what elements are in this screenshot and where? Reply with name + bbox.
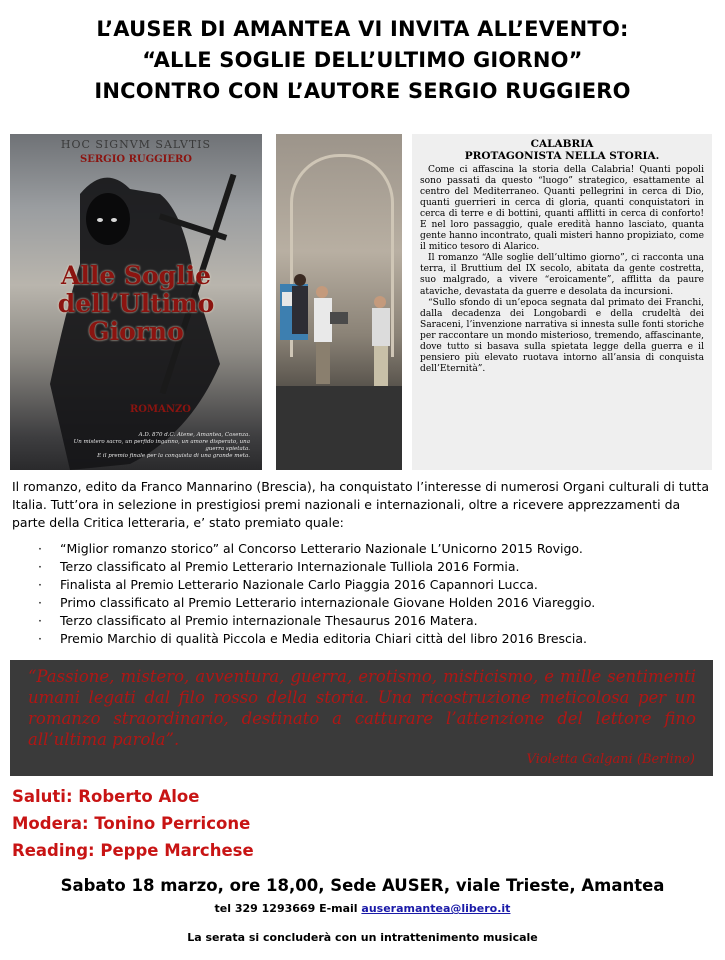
contact-phone: tel 329 1293669 E-mail xyxy=(214,902,362,915)
cover-blurb-line-1: A.D. 870 d.C. Atene, Amantea, Cosenza. xyxy=(138,432,250,438)
contact-line xyxy=(0,902,725,915)
cover-title-line-3: Giorno xyxy=(88,317,184,346)
closing-note: La serata si concluderà con un intrattenimento musicale xyxy=(187,931,538,944)
credit-saluti: Saluti: Roberto Aloe xyxy=(12,787,200,806)
awards-list xyxy=(38,540,718,648)
intro-paragraph: Il romanzo, edito da Franco Mannarino (Brescia), ha conquistato l’interesse di numerosi Organi culturali di tutta Italia. Tutt’ora in selezione in prestigiosi premi nazionali e internazionali, oltre a ricevere apprezzamenti da parte della Critica letteraria, e’ stato premiato quale: xyxy=(12,479,710,530)
cover-blurb-line-3: E il premio finale per la conquista di una grande meta. xyxy=(97,453,250,459)
email-link[interactable]: auseramantea@libero.it xyxy=(361,902,511,915)
article-heading-line-1: CALABRIA xyxy=(530,138,594,150)
award-item: · Terzo classificato al Premio internazionale Thesaurus 2016 Matera. xyxy=(38,612,718,630)
cover-title-line-1: Alle Soglie xyxy=(60,261,212,290)
award-item: · Premio Marchio di qualità Piccola e Media editoria Chiari città del libro 2016 Brescia. xyxy=(38,630,718,648)
cover-genre: ROMANZO xyxy=(130,404,192,415)
event-credits xyxy=(12,783,254,864)
award-ceremony-photo xyxy=(276,134,402,470)
cover-title xyxy=(10,262,262,346)
article-heading xyxy=(412,134,712,162)
header-line-1: L’AUSER DI AMANTEA VI INVITA ALL’EVENTO: xyxy=(96,17,629,41)
cover-motto: HOC SIGNVM SALVTIS xyxy=(60,138,212,151)
newspaper-article xyxy=(412,134,712,470)
review-quote-author: Violetta Galgani (Berlino) xyxy=(526,752,695,767)
article-heading-line-2: PROTAGONISTA NELLA STORIA. xyxy=(464,150,660,162)
credit-modera: Modera: Tonino Perricone xyxy=(12,814,251,833)
novel-intro-text xyxy=(12,478,712,532)
article-paragraph: Come ci affascina la storia della Calabria! Quanti popoli sono passati da questo “luogo” strategico, esattamente al centro del Mediterraneo. Quanti pellegrini in cerca di Dio, quanti guerrieri in cerca di gloria, quanti conquistatori in cerca di terre e di bottini, quanti afflitti in cerca di conforto! E nel loro passaggio, quale eredità hanno lasciato, quanta gente hanno incontrato, quali misteri hanno propiziato, come il mitico tesoro di Alarico. xyxy=(420,165,704,253)
article-paragraph: Il romanzo “Alle soglie dell’ultimo giorno”, ci racconta una terra, il Bruttium del IX secolo, abitata da gente costretta, suo malgrado, a vivere “eroicamente”, afflitta da paure ataviche, devastata da guerre e desolata da incursioni. xyxy=(420,253,704,297)
header-line-3: INCONTRO CON L’AUTORE SERGIO RUGGIERO xyxy=(94,79,631,103)
article-paragraph: “Sullo sfondo di un’epoca segnata dal primato dei Franchi, dalla decadenza dei Longobardi e della crudeltà dei Saraceni, l’invenzione narrativa si innesta sulle fonti storiche per raccontare un mondo misterioso, tremendo, affascinante, dove tutto si basava sulla spietata legge della guerra e il pensiero più elevato ruotava intorno all’ansia di conquista dell’Eternità”. xyxy=(420,297,704,374)
poster-header xyxy=(0,14,725,107)
award-item: · Primo classificato al Premio Letterario internazionale Giovane Holden 2016 Viareggio. xyxy=(38,594,718,612)
credit-reading: Reading: Peppe Marchese xyxy=(12,841,254,860)
cover-title-line-2: dell’Ultimo xyxy=(57,289,215,318)
header-line-2: “ALLE SOGLIE DELL’ULTIMO GIORNO” xyxy=(142,48,583,72)
award-item: · Terzo classificato al Premio Letterario Internazionale Tulliola 2016 Formia. xyxy=(38,558,718,576)
event-details: Sabato 18 marzo, ore 18,00, Sede AUSER, viale Trieste, Amantea xyxy=(60,876,665,895)
review-quote-box xyxy=(10,660,713,776)
cover-blurb-line-2: Un mistero sacro, un perfido inganno, un amore disperato, una guerra spietata. xyxy=(73,439,250,452)
cover-blurb xyxy=(70,432,250,460)
cover-author: SERGIO RUGGIERO xyxy=(80,154,192,165)
article-body xyxy=(412,162,712,375)
photo-stage xyxy=(276,386,402,470)
review-quote-text: “Passione, mistero, avventura, guerra, erotismo, misticismo, e mille sentimenti umani legati dal filo rosso della storia. Una ricostruzione meticolosa per un romanzo straordinario, destinato a catturare l’attenzione del lettore fino all’ultima parola”. xyxy=(28,667,696,749)
award-item: · “Miglior romanzo storico” al Concorso Letterario Nazionale L’Unicorno 2015 Rovigo. xyxy=(38,540,718,558)
book-cover-image xyxy=(10,134,262,470)
award-item: · Finalista al Premio Letterario Nazionale Carlo Piaggia 2016 Capannori Lucca. xyxy=(38,576,718,594)
